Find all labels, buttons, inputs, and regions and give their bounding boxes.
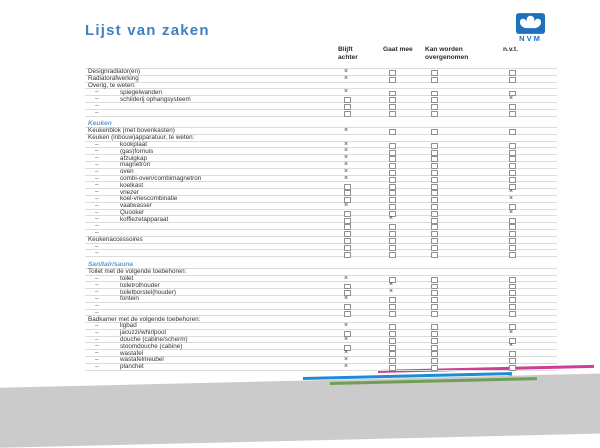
x-mark: × [344,201,349,209]
mark-cell [509,142,523,148]
row-label: kookplaat [120,141,147,149]
dash-mark: – [95,174,99,182]
mark-cell [431,142,445,148]
mark-cell [389,357,403,363]
row-label: Quooker [120,209,145,217]
mark-cell [431,103,445,109]
table-row [85,289,557,296]
mark-cell [431,330,445,336]
row-label: Radiatorafwerking [88,75,139,83]
dash-mark: – [95,167,99,175]
column-header-nvt: n.v.t. [503,46,518,53]
mark-cell [431,289,445,295]
table-row [85,148,557,155]
nvm-logo [516,13,545,43]
mark-cell [509,76,523,82]
row-label: combi-oven/combimagnetron [120,175,202,183]
mark-cell [509,210,523,216]
x-mark: × [344,294,349,302]
mark-cell [431,196,445,202]
table-row [85,69,557,76]
row-label: koffiezetapparaat [120,215,169,223]
mark-cell [389,343,403,349]
mark-cell [509,155,523,161]
mark-cell [344,303,358,309]
mark-cell [509,357,523,363]
dash-mark: – [95,308,99,316]
table-row [85,316,557,323]
mark-cell [509,289,523,295]
mark-cell [509,223,523,229]
dash-mark: – [95,88,99,96]
mark-cell [344,310,358,316]
nvm-logo-text: NVM [519,34,542,43]
dash-mark: – [95,161,99,169]
dash-mark: – [95,342,99,350]
mark-cell [389,350,403,356]
x-mark: × [344,127,349,135]
row-label: planchet [120,363,144,371]
x-mark: × [344,349,349,357]
dash-mark: – [95,181,99,189]
mark-cell [389,230,403,236]
mark-cell [344,189,358,195]
mark-cell [509,282,523,288]
mark-cell [344,296,358,302]
x-mark: × [509,188,514,196]
x-mark: × [344,88,349,96]
mark-cell [344,230,358,236]
mark-cell [431,169,445,175]
dash-mark: – [95,281,99,289]
table-row [85,162,557,169]
mark-cell [344,323,358,329]
mark-cell [431,337,445,343]
mark-cell [389,223,403,229]
mark-cell [344,210,358,216]
mark-cell [389,244,403,250]
mark-cell [431,110,445,116]
checkbox [344,111,351,117]
mark-cell [389,337,403,343]
table-row [85,110,557,117]
row-label: ligbad [120,322,137,330]
mark-cell [431,69,445,75]
table-row [85,296,557,303]
mark-cell [431,210,445,216]
row-label: magnetron [120,161,151,169]
mark-cell [389,196,403,202]
mark-cell [389,303,403,309]
row-label: Badkamer met de volgende toebehoren: [88,315,201,323]
x-mark: × [509,95,514,103]
checkbox [431,111,438,117]
form-table [85,68,557,371]
page-title: Lijst van zaken [85,22,210,39]
mark-cell [389,103,403,109]
dash-mark: – [95,101,99,109]
mark-cell [509,310,523,316]
table-row [85,244,557,251]
mark-cell [431,357,445,363]
mark-cell [344,162,358,168]
mark-cell [389,142,403,148]
mark-cell [509,176,523,182]
mark-cell [389,89,403,95]
x-mark: × [344,322,349,330]
mark-cell [431,182,445,188]
mark-cell [509,203,523,209]
mark-cell [509,128,523,134]
mark-cell [344,364,358,370]
mark-cell [389,182,403,188]
mark-cell [389,162,403,168]
mark-cell [389,250,403,256]
dash-mark: – [95,140,99,148]
mark-cell [431,282,445,288]
row-label: jacuzzi/whirlpool [120,329,166,337]
dash-mark: – [95,215,99,223]
mark-cell [344,176,358,182]
mark-cell [344,169,358,175]
mark-cell [389,364,403,370]
mark-cell [389,110,403,116]
mark-cell [344,76,358,82]
mark-cell [344,96,358,102]
row-label: schilderij ophangsysteem [120,95,191,103]
mark-cell [389,169,403,175]
table-row [85,250,557,257]
mark-cell [344,337,358,343]
table-row [85,343,557,350]
mark-cell [344,244,358,250]
mark-cell [344,203,358,209]
row-label: toiletrolhouder [120,281,160,289]
mark-cell [431,128,445,134]
row-label: Keuken (inbouw)apparatuur, te weten: [88,134,195,142]
dash-mark: – [95,154,99,162]
mark-cell [509,230,523,236]
column-header-blijft-achter: Blijft achter [338,46,358,61]
mark-cell [344,216,358,222]
mark-cell [389,96,403,102]
mark-cell [344,237,358,243]
mark-cell [431,296,445,302]
mark-cell [389,289,403,295]
x-mark: × [389,281,394,289]
row-label: wastafel [120,349,144,357]
dash-mark: – [95,322,99,330]
row-label: vriezer [120,188,139,196]
dash-mark: – [95,222,99,230]
dash-mark: – [95,188,99,196]
table-row [85,182,557,189]
nvm-logo-icon [516,13,545,34]
x-mark: × [344,154,349,162]
mark-cell [509,110,523,116]
x-mark: × [344,335,349,343]
mark-cell [344,89,358,95]
mark-cell [389,148,403,154]
mark-cell [431,343,445,349]
section-header: Sanitair/sauna [88,260,134,268]
mark-cell [389,310,403,316]
table-row [85,96,557,103]
mark-cell [509,148,523,154]
mark-cell [389,237,403,243]
mark-cell [389,155,403,161]
x-mark: × [344,140,349,148]
mark-cell [431,162,445,168]
mark-cell [509,330,523,336]
mark-cell [389,216,403,222]
checkbox [431,365,438,371]
mark-cell [431,323,445,329]
row-label: wastafelmeubel [120,356,164,364]
row-label: Keukenblok (met bovenkasten) [88,127,175,135]
table-row [85,269,557,276]
checkbox [509,365,516,371]
x-mark: × [509,328,514,336]
mark-cell [344,250,358,256]
row-label: stoomdouche (cabine) [120,342,183,350]
mark-cell [509,196,523,202]
mark-cell [431,223,445,229]
mark-cell [431,76,445,82]
mark-cell [431,89,445,95]
row-label: koel-vriescombinatie [120,195,178,203]
mark-cell [344,110,358,116]
mark-cell [509,250,523,256]
mark-cell [389,203,403,209]
column-header-gaat-mee: Gaat mee [383,46,413,53]
mark-cell [344,282,358,288]
row-label: Toilet met de volgende toebehoren: [88,268,187,276]
mark-cell [344,69,358,75]
mark-cell [509,343,523,349]
x-mark: × [344,274,349,282]
x-mark: × [344,74,349,82]
mark-cell [389,69,403,75]
mark-cell [389,296,403,302]
mark-cell [509,364,523,370]
dash-mark: – [95,294,99,302]
mark-cell [431,276,445,282]
mark-cell [509,244,523,250]
section-rows [85,268,557,371]
mark-cell [344,276,358,282]
x-mark: × [509,342,514,350]
row-label: toilet [120,274,134,282]
mark-cell [344,357,358,363]
x-mark: × [344,147,349,155]
section-header: Keuken [88,120,112,128]
checkbox [509,252,516,258]
mark-cell [389,189,403,195]
row-label: (gas)fornuis [120,147,154,155]
column-headers [85,46,557,68]
mark-cell [431,203,445,209]
x-mark: × [509,208,514,216]
table-row [85,303,557,310]
mark-cell [431,148,445,154]
mark-cell [344,103,358,109]
dash-mark: – [95,301,99,309]
row-label: vaatwasser [120,202,152,210]
table-row [85,216,557,223]
dash-mark: – [95,201,99,209]
row-label: Designradiator(en) [88,68,141,76]
mark-cell [389,330,403,336]
row-label: Overig, te weten: [88,81,136,89]
table-row [85,357,557,364]
table-row [85,155,557,162]
mark-cell [431,237,445,243]
mark-cell [431,250,445,256]
dash-mark: – [95,328,99,336]
x-mark: × [344,167,349,175]
x-mark: × [344,68,349,75]
mark-cell [431,176,445,182]
mark-cell [344,330,358,336]
mark-cell [509,162,523,168]
table-row [85,135,557,142]
x-mark: × [344,161,349,169]
mark-cell [431,303,445,309]
x-mark: × [344,362,349,370]
dash-mark: – [95,362,99,370]
checkbox [509,111,516,117]
dash-mark: – [95,229,99,237]
x-mark: × [389,288,394,296]
dash-mark: – [95,208,99,216]
mark-cell [509,237,523,243]
mark-cell [431,155,445,161]
mark-cell [389,176,403,182]
dash-mark: – [95,147,99,155]
dash-mark: – [95,195,99,203]
dash-mark: – [95,335,99,343]
x-mark: × [509,195,514,203]
mark-cell [509,96,523,102]
dash-mark: – [95,95,99,103]
mark-cell [509,216,523,222]
mark-cell [431,216,445,222]
x-mark: × [344,356,349,364]
row-label: fontein [120,295,139,303]
mark-cell [431,310,445,316]
section-rows [85,68,557,117]
table-row [85,76,557,83]
mark-cell [344,182,358,188]
page-background [0,373,600,448]
checkbox [389,111,396,117]
checkbox [431,252,438,258]
mark-cell [431,244,445,250]
table-row [85,142,557,149]
row-label: koelkast [120,181,144,189]
table-row [85,176,557,183]
table-row [85,196,557,203]
row-label: Keukenaccessoires [88,236,143,244]
table-row [85,230,557,237]
dash-mark: – [95,349,99,357]
table-row [85,203,557,210]
mark-cell [431,230,445,236]
mark-cell [344,196,358,202]
mark-cell [509,296,523,302]
row-label: douche (cabine/scherm) [120,336,188,344]
mark-cell [431,350,445,356]
mark-cell [389,128,403,134]
table-row [85,103,557,110]
checkbox [389,365,396,371]
dash-mark: – [95,108,99,116]
mark-cell [509,103,523,109]
checkbox [389,252,396,258]
mark-cell [509,69,523,75]
mark-cell [509,169,523,175]
x-mark: × [389,215,394,223]
row-label: oven [120,168,134,176]
row-label: spiegelwanden [120,88,163,96]
mark-cell [344,128,358,134]
dash-mark: – [95,249,99,257]
mark-cell [431,96,445,102]
mark-cell [344,223,358,229]
row-label: afzuigkap [120,154,147,162]
mark-cell [431,364,445,370]
row-label: toiletborstel(houder) [120,288,177,296]
dash-mark: – [95,356,99,364]
table-row [85,364,557,371]
checkbox [344,252,351,258]
dash-mark: – [95,288,99,296]
mark-cell [389,323,403,329]
section-rows [85,127,557,257]
table-row [85,223,557,230]
mark-cell [431,189,445,195]
column-header-kan-worden-overgenomen: Kan worden overgenomen [425,46,469,61]
x-mark: × [344,174,349,182]
dash-mark: – [95,242,99,250]
mark-cell [389,76,403,82]
dash-mark: – [95,274,99,282]
mark-cell [509,303,523,309]
mark-cell [509,350,523,356]
mark-cell [509,276,523,282]
table-row [85,237,557,244]
